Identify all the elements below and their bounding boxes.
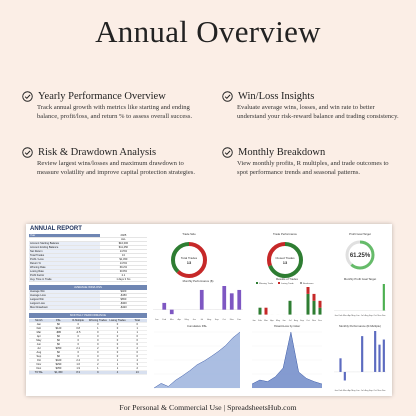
- tick-label: May: [275, 320, 281, 322]
- bar: [313, 294, 316, 301]
- table-cell: R-Multiple: [72, 319, 85, 322]
- profit-goal-donut: [331, 232, 389, 280]
- tick-label: Jun: [356, 390, 360, 392]
- stat-label: Net Return: [29, 250, 100, 253]
- results-of-trades-chart: [248, 277, 326, 323]
- summary-stats: [29, 242, 147, 282]
- table-cell: 1: [116, 367, 119, 370]
- table-cell: $0: [57, 343, 60, 346]
- stat-label: Max Drawdown: [29, 306, 100, 309]
- stat-value: 14.5%: [119, 262, 128, 265]
- monthly-table: [29, 319, 147, 375]
- stat-label: Largest Loss: [29, 302, 100, 305]
- table-cell: 0: [116, 327, 119, 330]
- table-cell: 1: [116, 359, 119, 362]
- feature-description: View monthly profits, R multiples, and trade outcomes to spot performance trends and seasonal patterns.: [237, 160, 389, 176]
- table-cell: 0: [97, 339, 99, 342]
- tick-label: Mar: [342, 315, 347, 317]
- stat-label: Winning Rate: [29, 266, 100, 269]
- chart-title: Monthly Performance (R-Multiple): [339, 324, 381, 328]
- table-cell: 0: [97, 343, 99, 346]
- bar: [319, 301, 322, 308]
- monthly-performance-chart: [150, 279, 246, 321]
- table-cell: 0: [116, 351, 119, 354]
- table-cell: Jun: [36, 343, 41, 346]
- report-stats-panel: [29, 234, 147, 375]
- r-multiple-chart: [331, 324, 389, 392]
- check-circle-icon: [222, 91, 233, 102]
- tick-label: Apr: [177, 319, 181, 321]
- table-cell: 13: [135, 371, 139, 374]
- feature-yearly-performance: [22, 91, 200, 121]
- table-cell: 0: [97, 331, 99, 334]
- donut-chart: [331, 236, 389, 280]
- chart-title: Trade Performance: [273, 232, 297, 236]
- tick-label: Apr: [347, 315, 351, 317]
- table-cell: 8.3: [76, 371, 80, 374]
- bar: [339, 358, 341, 372]
- page-title: Annual Overview: [95, 14, 321, 49]
- table-cell: 0: [116, 323, 119, 326]
- table-cell: May: [36, 339, 42, 342]
- tick-label: Nov: [377, 390, 382, 392]
- tick-label: Sep: [300, 320, 304, 322]
- bar: [265, 308, 268, 315]
- donut-center-value: 13: [186, 260, 192, 265]
- tick-label: Oct: [222, 319, 226, 321]
- stat-value: 14.5%: [119, 250, 128, 253]
- table-cell: $0: [57, 339, 60, 342]
- bar: [307, 294, 310, 315]
- check-circle-icon: [22, 147, 33, 158]
- table-cell: 0: [97, 323, 99, 326]
- stat-value: 30.8%: [119, 270, 128, 273]
- bar: [170, 310, 174, 315]
- tick-label: Dec: [381, 315, 386, 317]
- tick-label: Jun: [282, 320, 286, 322]
- table-cell: 0: [77, 343, 79, 346]
- tick-label: Mar: [264, 320, 268, 322]
- table-cell: Dec: [36, 367, 42, 370]
- tick-label: May: [351, 390, 356, 392]
- table-cell: 0: [136, 339, 138, 342]
- table-cell: 0: [116, 347, 119, 350]
- legend-swatch: [300, 282, 302, 284]
- year-label: Year: [29, 234, 100, 237]
- table-cell: 0: [97, 355, 99, 358]
- area-chart: [150, 328, 244, 392]
- table-cell: Jan: [36, 323, 41, 326]
- bar: [230, 293, 234, 309]
- table-cell: 0: [77, 335, 79, 338]
- stat-value: $650: [120, 298, 127, 301]
- stat-value: $1,450: [119, 258, 128, 261]
- table-cell: 3: [136, 363, 138, 366]
- stat-label: Account Ending Balance: [29, 246, 100, 249]
- stat-row: [29, 278, 147, 282]
- feature-title: Risk & Drawdown Analysis: [38, 147, 157, 158]
- stat-label: Largest Win: [29, 298, 100, 301]
- donut-center-label: Closed Trades: [275, 256, 295, 260]
- tick-label: Jun: [356, 315, 360, 317]
- chart-title: Results of Trades: [276, 277, 298, 281]
- table-cell: 1.9: [76, 367, 80, 370]
- stat-value: $10,000: [118, 242, 129, 245]
- feature-title: Yearly Performance Overview: [38, 91, 166, 102]
- table-cell: $350: [55, 367, 62, 370]
- table-cell: 1: [97, 367, 99, 370]
- account-value[interactable]: ALL: [121, 238, 126, 241]
- bar: [383, 284, 385, 311]
- table-cell: $350: [55, 347, 62, 350]
- stat-label: Losing Rate: [29, 270, 100, 273]
- tick-label: Mar: [342, 390, 347, 392]
- tick-label: Nov: [312, 320, 316, 322]
- tick-label: Feb: [338, 315, 343, 317]
- tick-label: Oct: [373, 390, 377, 392]
- table-cell: 2.4: [76, 359, 80, 362]
- stat-value: 13: [121, 254, 125, 257]
- stat-value: $320: [120, 290, 127, 293]
- bar: [222, 286, 226, 310]
- legend-label: Winning Trade: [259, 282, 274, 285]
- table-cell: 0: [136, 351, 138, 354]
- feature-title: Monthly Breakdown: [238, 147, 326, 158]
- tick-label: Nov: [377, 315, 382, 317]
- annual-report-screenshot: [26, 224, 392, 396]
- stat-value: -$300: [120, 302, 127, 305]
- win-loss-row: [29, 306, 147, 310]
- table-cell: TOTAL: [34, 371, 43, 374]
- chart-title: %Gain/Loss by ticker: [273, 324, 301, 328]
- stat-label: Average Loss: [29, 294, 100, 297]
- chart-title: Trade Side: [182, 232, 196, 236]
- stat-value: 1 days 3 hrs: [116, 278, 131, 281]
- tick-label: Aug: [364, 315, 369, 317]
- table-cell: 0: [136, 343, 138, 346]
- table-cell: Total: [134, 319, 140, 322]
- tick-label: Aug: [294, 320, 298, 322]
- tick-label: Dec: [237, 319, 242, 321]
- table-cell: $0: [57, 351, 60, 354]
- table-cell: $120: [55, 327, 62, 330]
- table-cell: 1: [136, 331, 138, 334]
- table-cell: 1: [116, 363, 119, 366]
- table-cell: 2: [136, 347, 138, 350]
- legend-swatch: [256, 282, 258, 284]
- table-cell: -$80: [55, 331, 62, 334]
- stat-value: $11,450: [118, 246, 128, 249]
- bar: [237, 290, 241, 310]
- table-cell: 4: [136, 359, 138, 362]
- table-cell: 1.6: [76, 363, 80, 366]
- tick-label: Jul: [200, 319, 204, 321]
- tick-label: Dec: [381, 390, 386, 392]
- table-cell: -0.5: [75, 331, 81, 334]
- table-cell: 2: [136, 367, 138, 370]
- table-cell: 0: [116, 339, 119, 342]
- bar: [344, 372, 346, 381]
- bar: [319, 308, 322, 315]
- table-cell: 2: [97, 363, 99, 366]
- bar: [289, 301, 292, 315]
- table-cell: $0: [57, 355, 60, 358]
- table-cell: $290: [55, 363, 62, 366]
- table-cell: 0: [136, 335, 138, 338]
- table-cell: Aug: [36, 351, 42, 354]
- check-circle-icon: [22, 91, 33, 102]
- table-cell: 9: [97, 371, 99, 374]
- table-cell: 0.8: [76, 327, 80, 330]
- chart-title: Cumulative P&L: [186, 324, 208, 328]
- tick-label: Sep: [368, 390, 373, 392]
- bar: [383, 340, 385, 372]
- tick-label: Mar: [169, 319, 174, 321]
- table-cell: 0: [116, 335, 119, 338]
- table-cell: 0: [77, 351, 79, 354]
- chart-title: Monthly Profit Goal Target: [343, 277, 377, 281]
- legend-label: Breakeven: [303, 282, 314, 285]
- tick-label: Aug: [364, 390, 369, 392]
- bar: [361, 336, 363, 372]
- win-loss-stats: [29, 290, 147, 310]
- tick-label: Oct: [373, 315, 377, 317]
- check-circle-icon: [222, 147, 233, 158]
- tick-label: Apr: [270, 320, 274, 322]
- stacked-bar-chart: [248, 281, 326, 323]
- donut-center-value: 13: [282, 260, 288, 265]
- table-cell: Apr: [36, 335, 41, 338]
- table-cell: $420: [55, 359, 62, 362]
- table-cell: Mar: [36, 331, 42, 334]
- table-cell: 3: [97, 359, 99, 362]
- tick-label: Aug: [207, 319, 212, 321]
- feature-title: Win/Loss Insights: [238, 91, 315, 102]
- legend-label: Losing Trade: [281, 282, 294, 285]
- tick-label: Jul: [288, 320, 292, 322]
- donut-center-value: 61.25%: [349, 253, 371, 259]
- tick-label: Jan: [334, 315, 338, 317]
- feature-risk-drawdown: [22, 147, 200, 177]
- table-cell: $1,450: [54, 371, 63, 374]
- tick-label: Sep: [368, 315, 373, 317]
- stat-label: Average Win: [29, 290, 100, 293]
- stat-label: Avg. Time in Trade: [29, 278, 100, 281]
- stat-value: -$420: [120, 306, 127, 309]
- bar: [259, 308, 262, 315]
- tick-label: May: [351, 315, 356, 317]
- bar: [378, 345, 380, 372]
- tick-label: Jan: [334, 390, 338, 392]
- tick-label: Nov: [229, 319, 234, 321]
- bar: [307, 287, 310, 294]
- table-cell: 1: [116, 331, 119, 334]
- tick-label: May: [184, 319, 189, 321]
- chart-title: Profit Goal Target: [349, 232, 371, 236]
- tick-label: Jan: [154, 319, 159, 321]
- chart-title: Monthly Performance ($): [182, 279, 214, 283]
- tick-label: Dec: [318, 320, 322, 322]
- table-cell: 1: [97, 327, 99, 330]
- legend-swatch: [278, 282, 280, 284]
- tick-label: Jul: [360, 315, 364, 317]
- tick-label: Feb: [338, 390, 343, 392]
- table-cell: Sep: [36, 355, 42, 358]
- tick-label: Apr: [347, 390, 351, 392]
- stat-label: Total Trades: [29, 254, 100, 257]
- bar-chart: [331, 328, 389, 392]
- table-cell: Month: [35, 319, 43, 322]
- table-cell: P&L: [56, 319, 61, 322]
- monthly-profit-goal-chart: [331, 277, 389, 317]
- stat-label: Profit Factor: [29, 274, 100, 277]
- stat-label: Return %: [29, 262, 100, 265]
- stat-label: Profit / Loss: [29, 258, 100, 261]
- table-cell: Feb: [36, 327, 42, 330]
- cumulative-pnl-chart: [150, 324, 244, 392]
- area-chart: [248, 328, 326, 392]
- bar: [313, 301, 316, 315]
- tick-label: Sep: [214, 319, 219, 321]
- table-cell: 2.1: [76, 347, 80, 350]
- tick-label: Jul: [360, 390, 364, 392]
- feature-description: Track annual growth with metrics like starting and ending balance, profit/loss, and return % to assess overall success.: [37, 104, 193, 120]
- tick-label: Jan: [252, 320, 256, 322]
- stat-value: 69.2%: [119, 266, 128, 269]
- feature-win-loss: [222, 91, 400, 121]
- table-cell: 0: [77, 339, 79, 342]
- feature-monthly-breakdown: [222, 147, 400, 177]
- table-cell: $0: [57, 323, 60, 326]
- footer-text: For Personal & Commercial Use | SpreadsheetsHub.com: [119, 403, 297, 412]
- table-cell: 0: [116, 343, 119, 346]
- table-cell: 0: [136, 323, 138, 326]
- feature-description: Evaluate average wins, losses, and win rate to better understand your risk-reward balance and trading consistency.: [237, 104, 399, 120]
- bar-chart: [150, 283, 246, 321]
- table-cell: Winning Trades: [88, 319, 107, 322]
- table-cell: Jul: [37, 347, 41, 350]
- table-cell: $0: [57, 335, 60, 338]
- table-cell: 0: [136, 355, 138, 358]
- stat-label: Account Starting Balance: [29, 242, 100, 245]
- report-title: ANNUAL REPORT: [30, 226, 82, 232]
- bar: [200, 290, 204, 310]
- bar-chart: [331, 281, 389, 317]
- table-cell: 2: [97, 347, 99, 350]
- tick-label: Feb: [162, 319, 167, 321]
- table-cell: 0: [97, 335, 99, 338]
- table-cell: Oct: [36, 359, 41, 362]
- table-cell: Nov: [36, 363, 42, 366]
- bar: [162, 303, 166, 310]
- table-cell: 0: [97, 351, 99, 354]
- stat-value: 2.1: [121, 274, 126, 277]
- table-cell: 4: [116, 371, 119, 374]
- table-cell: 0: [77, 355, 79, 358]
- tick-label: Feb: [258, 320, 262, 322]
- donut-center-label: Total Trades: [180, 256, 198, 260]
- table-row: [29, 371, 147, 375]
- year-value[interactable]: 2025: [120, 234, 127, 237]
- monthly-header: MONTHLY PERFORMANCE: [29, 313, 147, 318]
- tick-label: Oct: [306, 320, 310, 322]
- table-cell: 0: [116, 355, 119, 358]
- bar: [374, 331, 376, 372]
- table-cell: 1: [136, 327, 138, 330]
- tick-label: Jun: [192, 319, 197, 321]
- feature-description: Review largest wins/losses and maximum drawdown to measure volatility and improve capital protection strategies.: [37, 160, 196, 176]
- table-cell: 0: [77, 323, 79, 326]
- stat-value: -$150: [120, 294, 127, 297]
- gain-loss-by-ticker-chart: [248, 324, 326, 392]
- table-cell: Losing Trades: [109, 319, 126, 322]
- win-loss-header: AVERAGE WIN/LOSS: [29, 285, 147, 290]
